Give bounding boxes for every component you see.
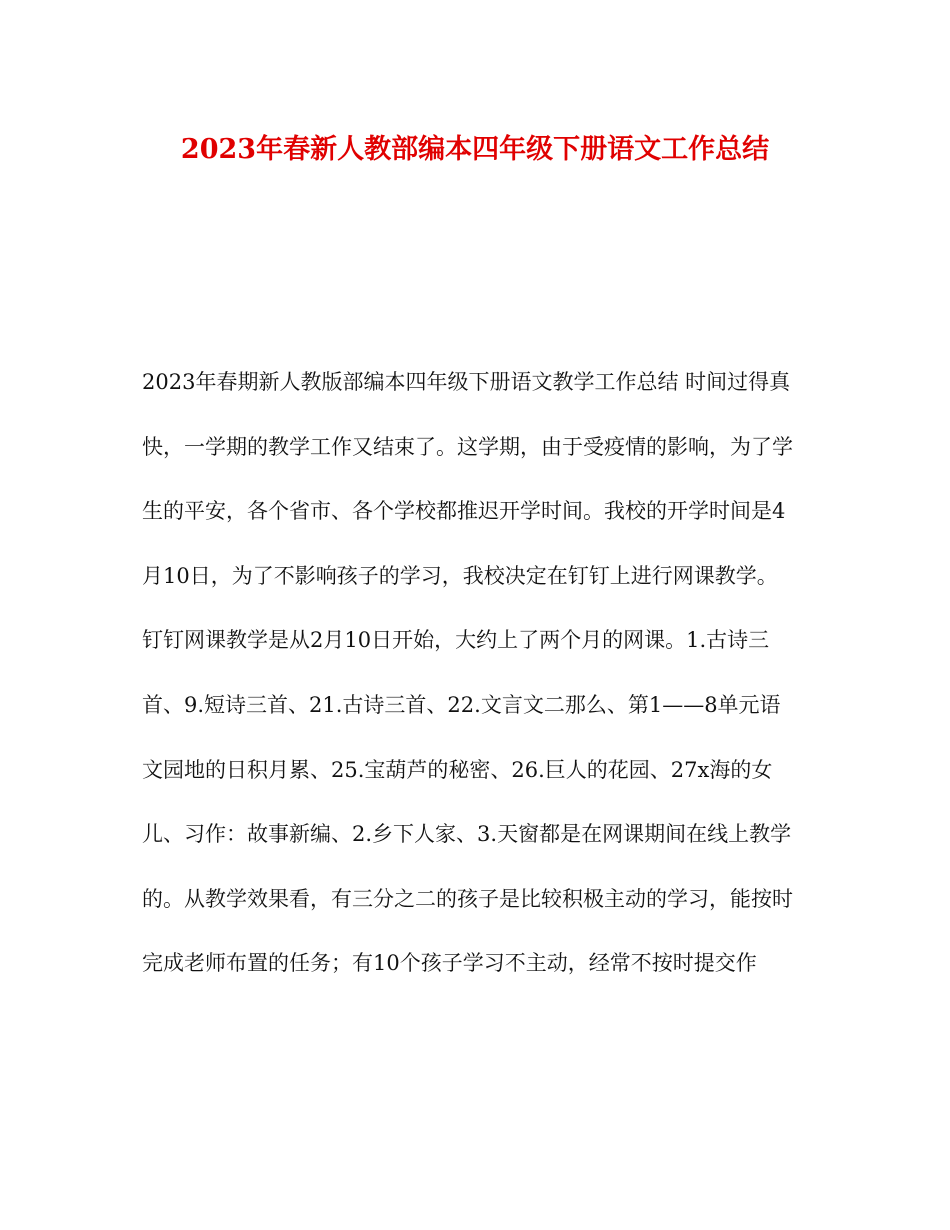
body-line-7: 文园地的日积月累、25.宝葫芦的秘密、26.巨人的花园、27x海的女: [142, 757, 773, 782]
document-title: 2023年春新人教部编本四年级下册语文工作总结: [180, 134, 770, 165]
body-line-8: 儿、习作：故事新编、2.乡下人家、3.天窗都是在网课期间在线上教学: [142, 822, 792, 847]
body-line-4: 月10日，为了不影响孩子的学习，我校决定在钉钉上进行网课教学。: [142, 563, 778, 588]
body-line-2: 快，一学期的教学工作又结束了。这学期，由于受疫情的影响，为了学: [142, 434, 793, 459]
body-line-10: 完成老师布置的任务；有10个孩子学习不主动，经常不按时提交作: [142, 951, 757, 976]
body-line-3: 生的平安，各个省市、各个学校都推迟开学时间。我校的开学时间是4: [142, 499, 786, 524]
body-line-9: 的。从教学效果看，有三分之二的孩子是比较积极主动的学习，能按时: [142, 886, 793, 911]
document-body: [142, 360, 832, 1006]
body-line-6: 首、9.短诗三首、21.古诗三首、22.文言文二那么、第1——8单元语: [142, 692, 781, 717]
body-line-5: 钉钉网课教学是从2月10日开始，大约上了两个月的网课。1.古诗三: [142, 628, 770, 653]
body-line-1: 2023年春期新人教版部编本四年级下册语文教学工作总结 时间过得真: [142, 370, 791, 394]
